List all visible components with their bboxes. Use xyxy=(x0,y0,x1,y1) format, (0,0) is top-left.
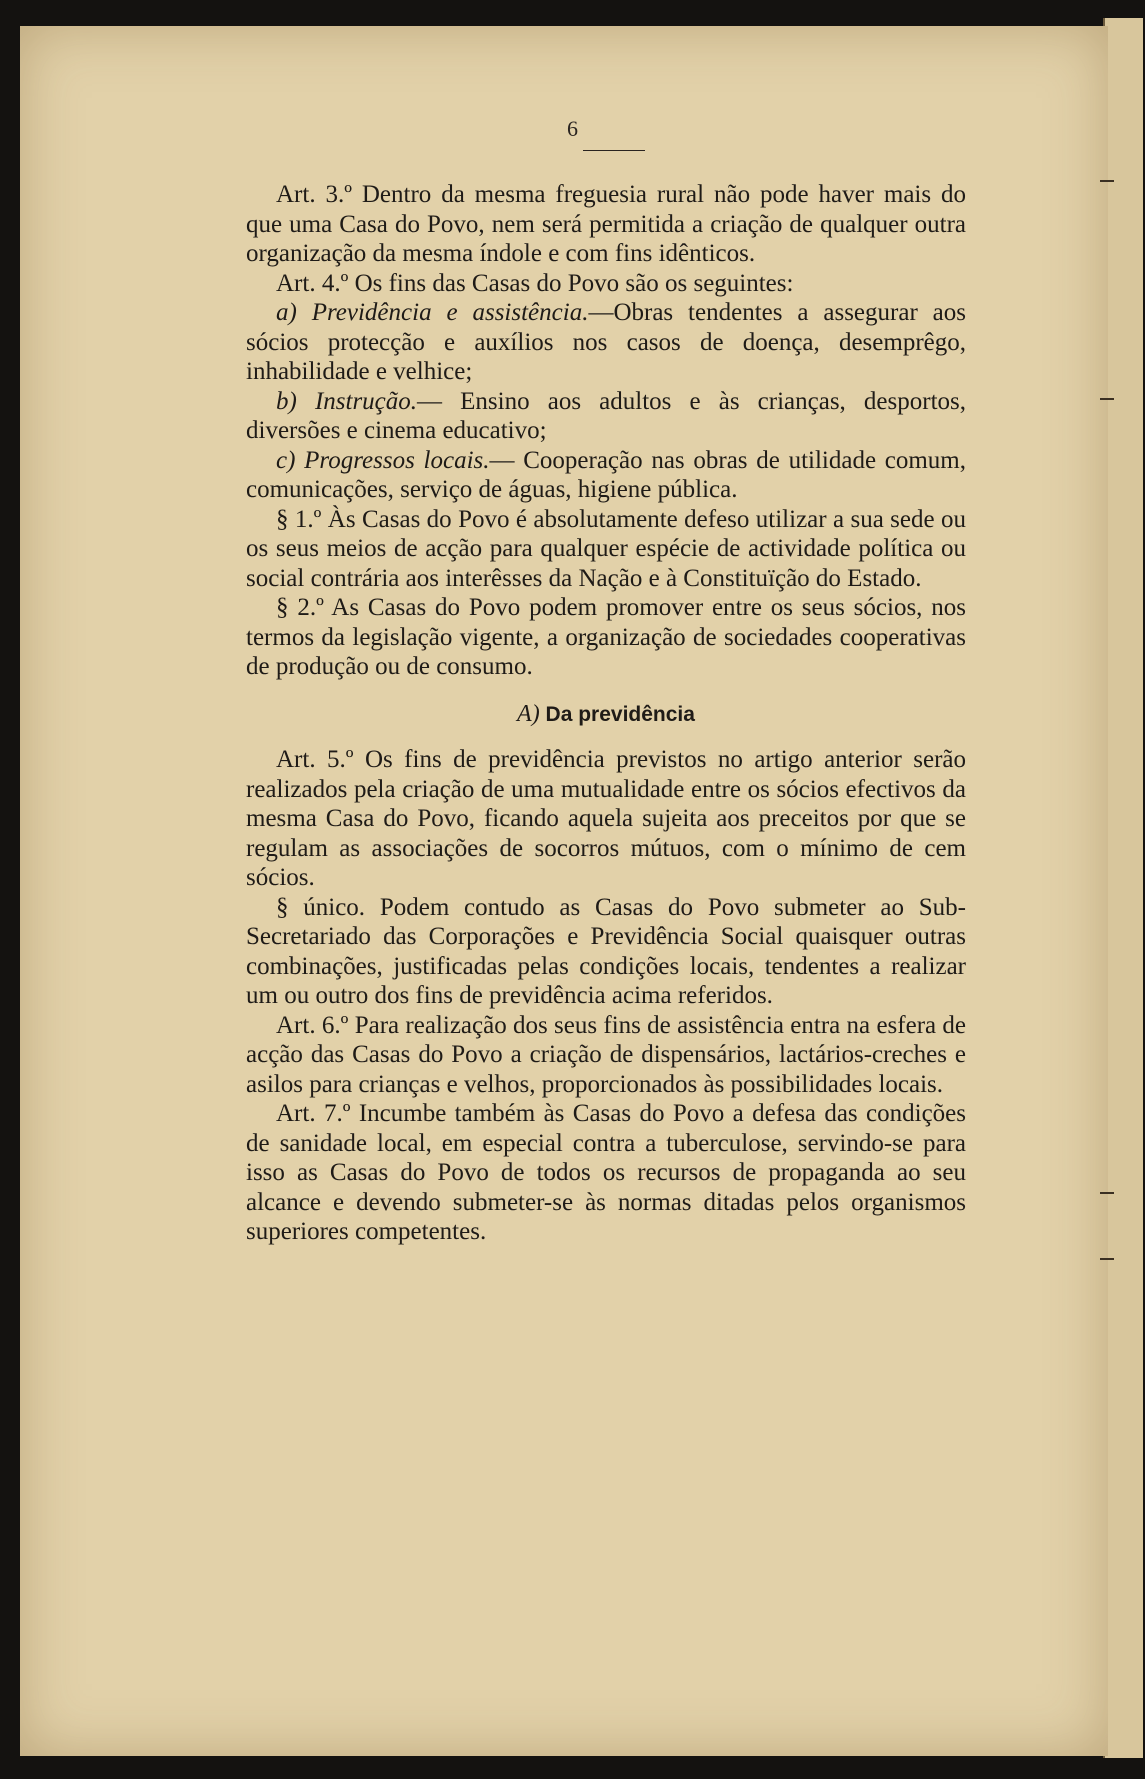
paragraph-1 xyxy=(246,505,966,594)
article-3-text: Dentro da mesma freguesia rural não pode haver mais do que uma Casa do Povo, nem será permitida a criação de qualquer outra organização da mesma índole e com fins idênticos. xyxy=(246,181,966,267)
item-c xyxy=(246,446,966,505)
article-3 xyxy=(246,180,966,269)
paragraph-2-text: As Casas do Povo podem promover entre os seus sócios, nos termos da legislação vigente, a organização de sociedades cooperativas de produção ou de consumo. xyxy=(246,594,966,680)
page-number-rule xyxy=(583,150,645,151)
item-b xyxy=(246,387,966,446)
article-5-text: Os fins de previdência previstos no artigo anterior serão realizados pela criação de uma mutualidade entre os sócios efectivos da mesma Casa do Povo, ficando aquela sujeita aos preceitos por que se regulam as associações de socorros mútuos, com o mínimo de cem sócios. xyxy=(246,746,966,891)
paragraph-1-lead: § 1.º xyxy=(276,505,322,533)
item-c-lead: c) Progressos locais. xyxy=(276,446,490,474)
article-6 xyxy=(246,1011,966,1100)
paragraph-unico xyxy=(246,893,966,1011)
article-3-lead: Art. 3.º xyxy=(276,181,352,208)
paragraph-2 xyxy=(246,593,966,682)
section-heading xyxy=(246,700,966,730)
edge-tick xyxy=(1100,1258,1114,1260)
edge-tick xyxy=(1100,398,1114,400)
paragraph-2-lead: § 2.º xyxy=(276,594,324,621)
body-text-upper xyxy=(246,180,966,1247)
page-number: 6 xyxy=(567,116,578,141)
article-7-lead: Art. 7.º xyxy=(276,1100,351,1127)
article-5 xyxy=(246,745,966,893)
article-7-text: Incumbe também às Casas do Povo a defesa das condições de sanidade local, em especial contra a tuberculose, servindo-se para isso as Casas do Povo de todos os recursos de propaganda ao seu alcance e devendo submeter-se às normas ditadas pelos organismos superiores competentes. xyxy=(246,1100,966,1245)
article-5-lead: Art. 5.º xyxy=(276,746,354,773)
section-heading-title: Da previdência xyxy=(545,702,695,726)
item-b-text: — Ensino aos adultos e às crianças, desportos, diversões e cinema educativo; xyxy=(246,387,966,444)
article-4 xyxy=(246,269,966,299)
item-c-text: — Cooperação nas obras de utilidade comum, comunicações, serviço de águas, higiene pública. xyxy=(246,446,967,503)
item-b-lead: b) Instrução. xyxy=(276,387,418,415)
article-7 xyxy=(246,1099,966,1247)
item-a-lead: a) Previdência e assistência. xyxy=(276,299,589,326)
page-edge xyxy=(1103,18,1143,1758)
paragraph-unico-lead: § único. xyxy=(276,893,366,921)
article-4-lead: Art. 4.º xyxy=(276,269,349,297)
item-a xyxy=(246,298,966,387)
article-4-text: Os fins das Casas do Povo são os seguintes: xyxy=(348,269,794,297)
item-a-text: —Obras tendentes a assegurar aos sócios protecção e auxílios nos casos de doença, desemprêgo, inhabilidade e velhice; xyxy=(246,299,966,385)
paragraph-unico-text: Podem contudo as Casas do Povo submeter ao Sub-Secretariado das Corporações e Previdência Social quaisquer outras combinações, justificadas pelas condições locais, tendentes a realizar um ou outro dos fins de previdência acima referidos. xyxy=(246,893,966,1009)
paragraph-1-text: Às Casas do Povo é absolutamente defeso utilizar a sua sede ou os seus meios de acção para qualquer espécie de actividade política ou social contrária aos interêsses da Nação e à Constituïção do Estado. xyxy=(246,505,966,592)
section-heading-letter: A) xyxy=(517,700,540,727)
article-6-text: Para realização dos seus fins de assistência entra na esfera de acção das Casas do Povo a criação de dispensários, lactários-creches e asilos para crianças e velhos, proporcionados às possibilidades locais. xyxy=(246,1011,967,1098)
article-6-lead: Art. 6.º xyxy=(276,1011,349,1039)
edge-tick xyxy=(1100,1192,1114,1194)
edge-tick xyxy=(1100,180,1114,182)
